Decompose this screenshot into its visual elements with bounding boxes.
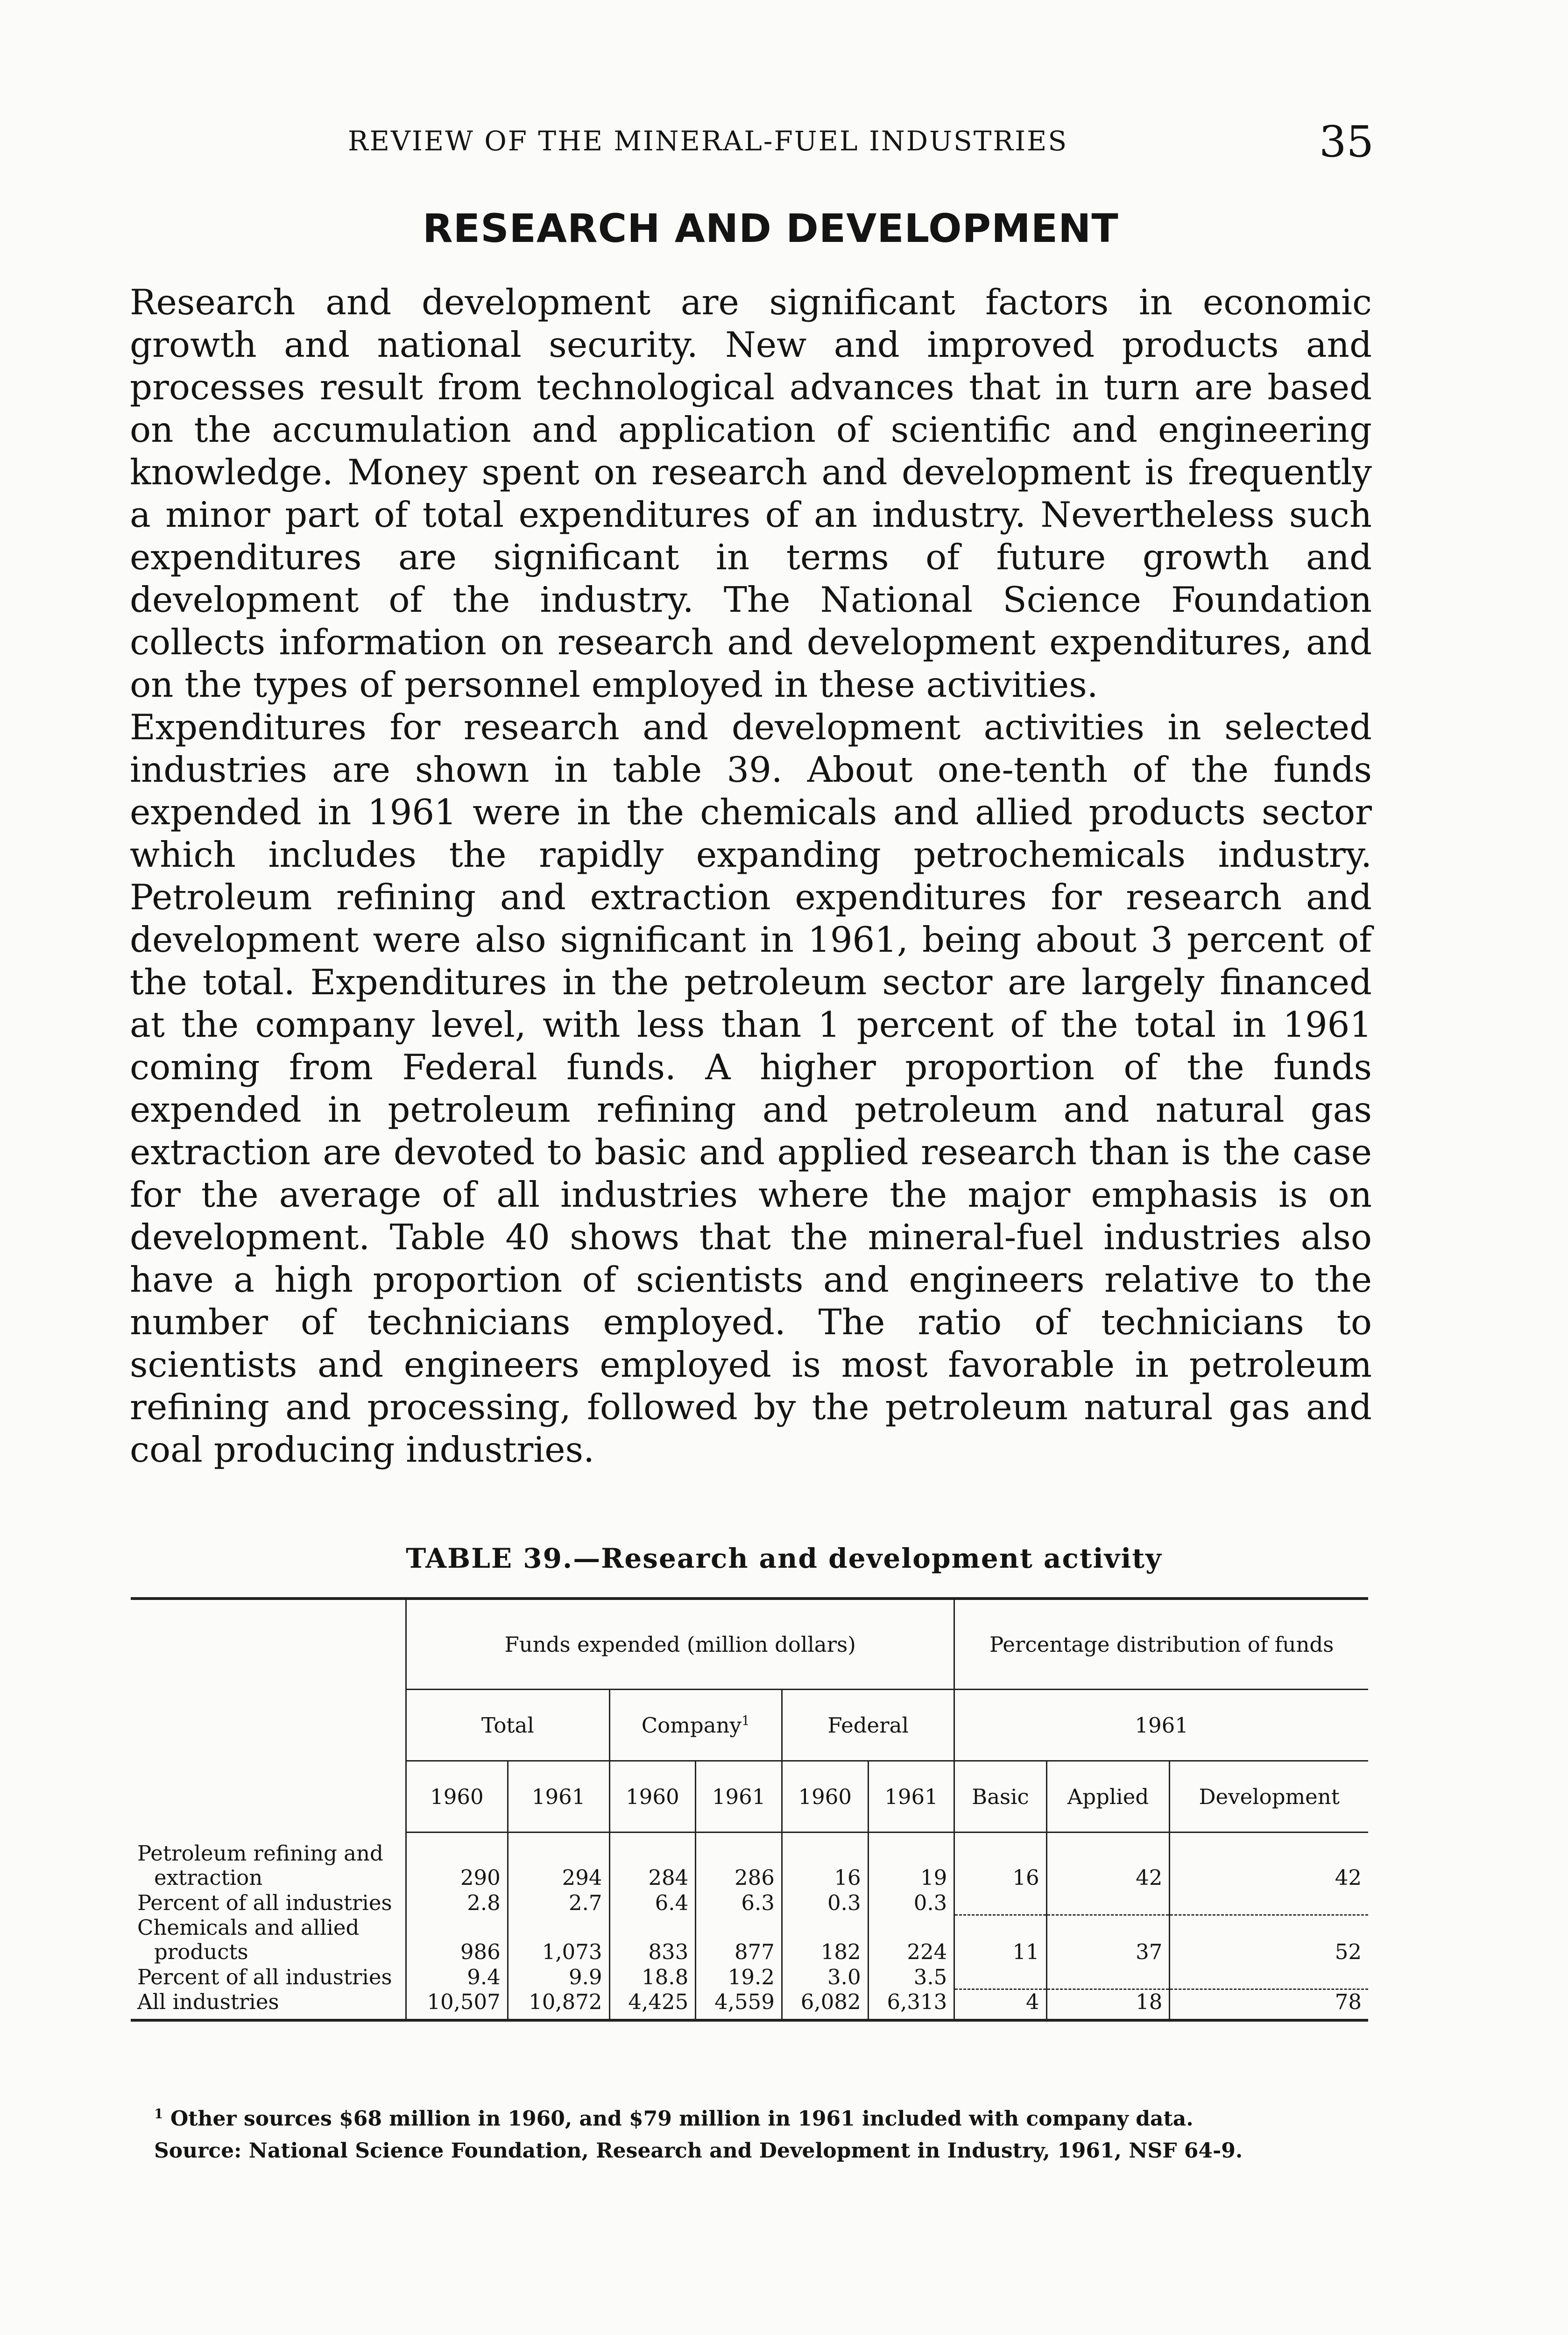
company-footnote-mark: 1 bbox=[741, 1712, 750, 1728]
table-cell: 10,507 bbox=[406, 1989, 508, 2021]
percent-group-header: Percentage distribution of funds bbox=[954, 1599, 1368, 1690]
table-cell: 11 bbox=[954, 1940, 1046, 1964]
table-cell: 2.7 bbox=[508, 1890, 609, 1915]
company-header-label: Company bbox=[641, 1712, 742, 1738]
table-cell: 877 bbox=[696, 1940, 782, 1964]
col-company-1960: 1960 bbox=[609, 1761, 696, 1833]
table-cell: 19 bbox=[868, 1866, 954, 1890]
company-header bbox=[609, 1690, 782, 1761]
row-label bbox=[131, 1940, 406, 1964]
table-title: TABLE 39.—Research and development activity bbox=[406, 1543, 1162, 1574]
table-cell: 4,559 bbox=[696, 1989, 782, 2021]
total-header: Total bbox=[406, 1690, 610, 1761]
table-cell: 224 bbox=[868, 1940, 954, 1964]
table-cell: 2.8 bbox=[406, 1890, 508, 1915]
table-cell: 4,425 bbox=[609, 1989, 696, 2021]
federal-header: Federal bbox=[782, 1690, 954, 1761]
table-cell: 833 bbox=[609, 1940, 696, 1964]
table-footnote bbox=[154, 2106, 1194, 2131]
row-label-continued: products bbox=[154, 1939, 248, 1964]
running-head: REVIEW OF THE MINERAL-FUEL INDUSTRIES bbox=[348, 125, 1068, 157]
table-cell: 16 bbox=[954, 1866, 1046, 1890]
table-cell: 3.5 bbox=[868, 1964, 954, 1989]
row-label bbox=[131, 1866, 406, 1890]
table-cell: 986 bbox=[406, 1940, 508, 1964]
table-cell: 42 bbox=[1046, 1866, 1170, 1890]
row-label: Chemicals and allied bbox=[137, 1915, 360, 1940]
table-cell: 16 bbox=[782, 1866, 868, 1890]
table-cell bbox=[954, 1890, 1046, 1915]
funds-group-header: Funds expended (million dollars) bbox=[406, 1599, 954, 1690]
year-1961-header: 1961 bbox=[954, 1690, 1368, 1761]
page-number: 35 bbox=[1319, 117, 1374, 167]
table-cell: 4 bbox=[954, 1989, 1046, 2021]
col-basic: Basic bbox=[954, 1761, 1046, 1833]
research-table bbox=[131, 1597, 1368, 2022]
row-label: Percent of all industries bbox=[137, 1964, 392, 1989]
table-cell: 290 bbox=[406, 1866, 508, 1890]
row-label-continued: extraction bbox=[154, 1865, 263, 1890]
table-cell: 294 bbox=[508, 1866, 609, 1890]
table-cell: 18.8 bbox=[609, 1964, 696, 1989]
table-cell: 286 bbox=[696, 1866, 782, 1890]
table-cell bbox=[1046, 1964, 1170, 1989]
col-federal-1960: 1960 bbox=[782, 1761, 868, 1833]
row-label: All industries bbox=[131, 1989, 406, 2021]
table-cell: 6,313 bbox=[868, 1989, 954, 2021]
col-development: Development bbox=[1170, 1761, 1368, 1833]
section-title: RESEARCH AND DEVELOPMENT bbox=[423, 205, 1119, 251]
table-cell bbox=[1170, 1890, 1368, 1915]
col-total-1960: 1960 bbox=[406, 1761, 508, 1833]
table-source: Source: National Science Foundation, Research and Development in Industry, 1961, NSF 64-9. bbox=[154, 2139, 1243, 2163]
col-applied: Applied bbox=[1046, 1761, 1170, 1833]
row-label: Percent of all industries bbox=[137, 1890, 392, 1915]
body-text bbox=[130, 281, 1372, 1471]
paragraph-2: Expenditures for research and development activities in selected industries are shown in table 39. About one-tenth of the funds expended in 1961 were in the chemicals and allied products sector which includes the rapidly expanding petrochemicals industry. Petroleum refining and extraction expenditures for research and development were also significant in 1961, being about 3 percent of the total. Expenditures in the petroleum sector are largely financed at the company level, with less than 1 percent of the total in 1961 coming from Federal funds. A higher proportion of the funds expended in petroleum refining and petroleum and natural gas extraction are devoted to basic and applied research than is the case for the average of all industries where the major emphasis is on development. Table 40 shows that the mineral-fuel industries also have a high proportion of scientists and engineers relative to the number of technicians employed. The ratio of technicians to scientists and engineers employed is most favorable in petroleum refining and processing, followed by the petroleum natural gas and coal producing industries. bbox=[130, 707, 1372, 1470]
table-cell: 78 bbox=[1170, 1989, 1368, 2021]
table-cell bbox=[1170, 1964, 1368, 1989]
table-cell: 37 bbox=[1046, 1940, 1170, 1964]
table-cell: 10,872 bbox=[508, 1989, 609, 2021]
table-cell: 0.3 bbox=[782, 1890, 868, 1915]
row-label: Petroleum refining and bbox=[137, 1841, 383, 1866]
table-cell: 52 bbox=[1170, 1940, 1368, 1964]
table-cell bbox=[1046, 1890, 1170, 1915]
table-cell: 9.9 bbox=[508, 1964, 609, 1989]
table-cell: 182 bbox=[782, 1940, 868, 1964]
table-cell: 284 bbox=[609, 1866, 696, 1890]
table-cell: 6.3 bbox=[696, 1890, 782, 1915]
paragraph-1: Research and development are significant factors in economic growth and national security. New and improved products and processes result from technological advances that in turn are based on the accumulation and application of scientific and engineering knowledge. Money spent on research and development is frequently a minor part of total expenditures of an industry. Nevertheless such expenditures are significant in terms of future growth and development of the industry. The National Science Foundation collects information on research and development expenditures, and on the types of personnel employed in these activities. bbox=[130, 282, 1372, 705]
table-cell: 18 bbox=[1046, 1989, 1170, 2021]
table-cell: 9.4 bbox=[406, 1964, 508, 1989]
table-cell: 6.4 bbox=[609, 1890, 696, 1915]
col-company-1961: 1961 bbox=[696, 1761, 782, 1833]
footnote-mark: 1 bbox=[154, 2106, 163, 2122]
stub-header bbox=[131, 1599, 406, 1833]
table-cell: 19.2 bbox=[696, 1964, 782, 1989]
col-total-1961: 1961 bbox=[508, 1761, 609, 1833]
table-cell: 0.3 bbox=[868, 1890, 954, 1915]
table-cell bbox=[954, 1964, 1046, 1989]
table-cell: 6,082 bbox=[782, 1989, 868, 2021]
table-cell: 3.0 bbox=[782, 1964, 868, 1989]
table-cell: 42 bbox=[1170, 1866, 1368, 1890]
table-cell: 1,073 bbox=[508, 1940, 609, 1964]
footnote-text: Other sources $68 million in 1960, and $79 million in 1961 included with company data. bbox=[170, 2107, 1194, 2131]
col-federal-1961: 1961 bbox=[868, 1761, 954, 1833]
